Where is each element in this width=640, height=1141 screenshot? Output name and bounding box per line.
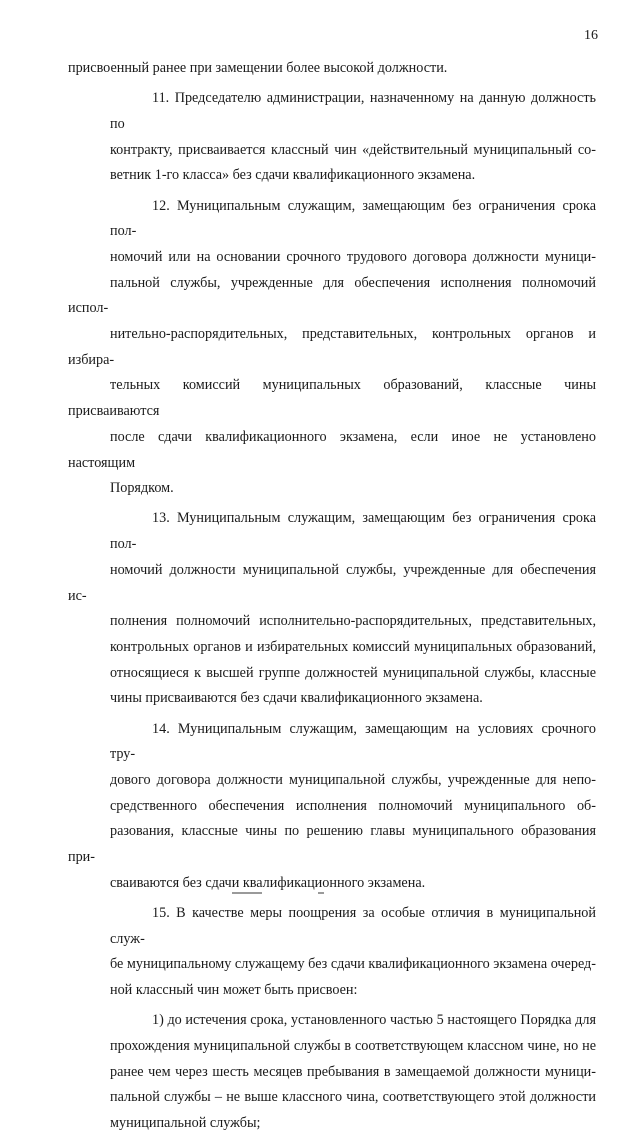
text-line: полнения полномочий исполнительно-распорядительных, представительных, [110, 613, 596, 630]
text-line: нительно-распорядительных, представительных, контрольных органов и избира- [68, 326, 596, 368]
text-line: бе муниципальному служащему без сдачи квалификационного экзамена очеред- [110, 956, 596, 973]
text-line: 11. Председателю администрации, назначенному на данную должность по [110, 90, 596, 132]
text-line: 14. Муниципальным служащим, замещающим на условиях срочного тру- [110, 720, 596, 763]
text-line: Порядком. [110, 480, 174, 497]
text-line: дового договора должности муниципальной службы, учрежденные для непо- [110, 771, 596, 788]
text-line: ранее чем через шесть месяцев пребывания в замещаемой должности муници- [110, 1063, 596, 1080]
text-line: 13. Муниципальным служащим, замещающим без ограничения срока пол- [110, 510, 596, 553]
text-line: тельных комиссий муниципальных образований, классные чины присваиваются [68, 377, 596, 420]
scan-artifact [232, 892, 262, 894]
text-line: чины присваиваются без сдачи квалификационного экзамена. [110, 690, 483, 707]
text-line: номочий должности муниципальной службы, учрежденные для обеспечения ис- [68, 561, 596, 604]
text-line: относящиеся к высшей группе должностей муниципальной службы, классные [110, 664, 596, 681]
text-line: 1) до истечения срока, установленного частью 5 настоящего Порядка для [152, 1012, 596, 1029]
text-line: контракту, присваивается классный чин «действительный муниципальный со- [110, 141, 596, 158]
text-line: после сдачи квалификационного экзамена, если иное не установлено настоящим [68, 428, 596, 471]
paragraph [68, 506, 596, 712]
paragraph [68, 717, 596, 897]
text-line: 15. В качестве меры поощрения за особые отличия в муниципальной служ- [110, 905, 596, 947]
paragraph [68, 86, 596, 189]
text-line: ветник 1-го класса» без сдачи квалификационного экзамена. [110, 167, 476, 184]
text-line: прохождения муниципальной службы в соответствующем классном чине, но не [110, 1038, 596, 1055]
page-number: 16 [584, 28, 598, 43]
text-line: ной классный чин может быть присвоен: [110, 982, 358, 999]
paragraph [68, 194, 596, 502]
text-line: средственного обеспечения исполнения полномочий муниципального об- [110, 797, 596, 814]
text-line: разования, классные чины по решению главы муниципального образования при- [68, 823, 596, 866]
text-line: пальной службы, учрежденные для обеспечения исполнения полномочий испол- [68, 274, 596, 317]
document-body [68, 56, 596, 1141]
scan-artifact [318, 892, 324, 894]
text-line: номочий или на основании срочного трудового договора должности муници- [110, 248, 596, 265]
paragraph [68, 1008, 596, 1137]
paragraph [68, 56, 596, 82]
text-line: присвоенный ранее при замещении более высокой должности. [68, 60, 448, 76]
text-line: сваиваются без сдачи квалификационного экзамена. [110, 874, 426, 891]
text-line: контрольных органов и избирательных комиссий муниципальных образований, [110, 638, 596, 655]
text-line: пальной службы – не выше классного чина, соответствующего этой должности [110, 1089, 596, 1106]
text-line: муниципальной службы; [110, 1115, 261, 1132]
paragraph [68, 901, 596, 1004]
text-line: 12. Муниципальным служащим, замещающим без ограничения срока пол- [110, 197, 596, 240]
